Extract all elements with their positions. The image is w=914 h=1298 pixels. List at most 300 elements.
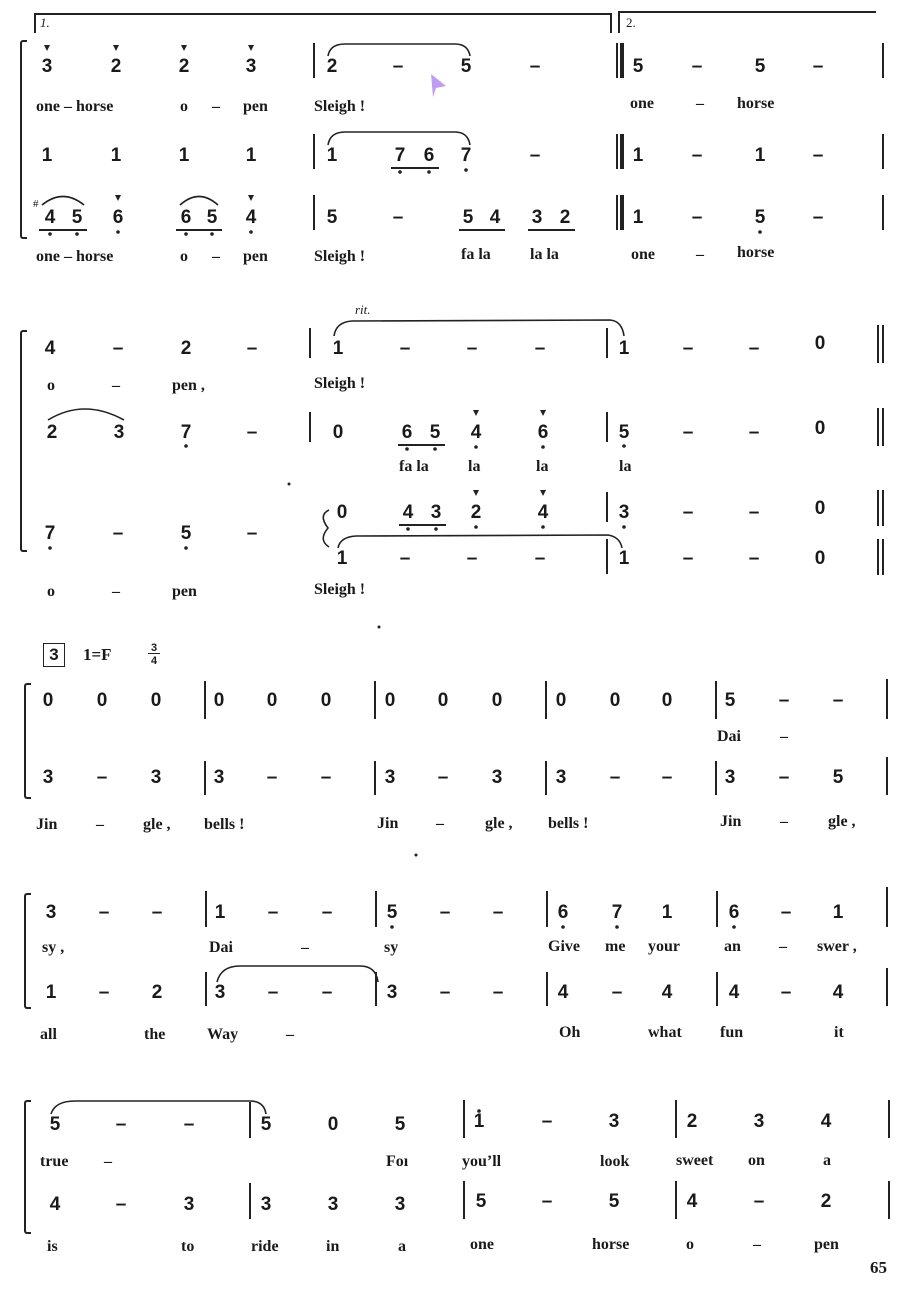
slur	[48, 409, 124, 420]
note: 5	[260, 1114, 272, 1135]
note-dash: –	[246, 338, 258, 359]
cursor-pointer-icon	[431, 74, 446, 97]
note-dash: –	[151, 902, 163, 923]
note-dash: –	[748, 548, 760, 569]
note: 3	[260, 1194, 272, 1215]
note: 6	[728, 902, 740, 923]
note: 0	[814, 333, 826, 354]
lyric-syllable: a	[823, 1152, 831, 1169]
note: 1	[832, 902, 844, 923]
note: 4	[245, 207, 257, 228]
note: 1	[41, 145, 53, 166]
note: 7	[394, 145, 406, 166]
note: 5	[475, 1191, 487, 1212]
note: 4	[820, 1111, 832, 1132]
lyric-syllable: Dai	[209, 939, 233, 956]
low-dot	[433, 447, 437, 451]
note-dash: –	[529, 145, 541, 166]
accent	[248, 45, 254, 51]
lyric-syllable: me	[605, 938, 626, 955]
note: 6	[180, 207, 192, 228]
lyric-syllable: look	[600, 1153, 630, 1170]
note: 6	[423, 145, 435, 166]
note-dash: –	[780, 982, 792, 1003]
note: 6	[401, 422, 413, 443]
note-dash: –	[399, 338, 411, 359]
note: 3	[753, 1111, 765, 1132]
note: 1	[178, 145, 190, 166]
note: 3	[41, 56, 53, 77]
note: 0	[814, 548, 826, 569]
lyric-syllable: Oh	[559, 1024, 581, 1041]
note: 0	[384, 690, 396, 711]
low-dot	[249, 230, 253, 234]
low-dot	[758, 230, 762, 234]
lyric-syllable: –	[696, 95, 704, 112]
lyric-syllable: what	[648, 1024, 682, 1041]
note: 1	[214, 902, 226, 923]
note-dash: –	[466, 338, 478, 359]
note: 5	[394, 1114, 406, 1135]
lyric-syllable: pen	[814, 1236, 839, 1253]
lyric-syllable: bells !	[548, 815, 589, 832]
low-dot	[541, 445, 545, 449]
accent	[115, 195, 121, 201]
lyric-syllable: o	[180, 98, 188, 115]
note-dash: –	[541, 1111, 553, 1132]
note: 5	[326, 207, 338, 228]
second-ending-label: 2.	[626, 15, 636, 30]
note: 0	[661, 690, 673, 711]
lyric-syllable: fun	[720, 1024, 744, 1041]
note: 6	[557, 902, 569, 923]
lyric-syllable: –	[780, 728, 788, 745]
note-dash: –	[812, 145, 824, 166]
accent	[113, 45, 119, 51]
rit-bracket	[334, 320, 624, 336]
note-dash: –	[529, 56, 541, 77]
accent	[181, 45, 187, 51]
low-dot	[615, 925, 619, 929]
low-dot	[184, 444, 188, 448]
low-dot	[398, 170, 402, 174]
lyric-syllable: –	[96, 816, 104, 833]
note-dash: –	[812, 207, 824, 228]
note: 5	[724, 690, 736, 711]
page-number: 65	[870, 1258, 887, 1277]
note-dash: –	[112, 338, 124, 359]
lyric-syllable: one – horse	[36, 248, 114, 265]
note: 3	[394, 1194, 406, 1215]
low-dot	[184, 232, 188, 236]
note: 5	[460, 56, 472, 77]
lyric-syllable: pen	[243, 98, 268, 115]
note-dash: –	[778, 690, 790, 711]
note-dash: –	[115, 1114, 127, 1135]
lyric-syllable: Sleigh !	[314, 98, 366, 115]
low-dot	[464, 168, 468, 172]
lyric-syllable: la	[619, 458, 632, 475]
note: 3	[150, 767, 162, 788]
lyric-syllable: to	[181, 1238, 195, 1255]
time-signature-numerator: 3	[148, 643, 160, 654]
note: 5	[618, 422, 630, 443]
lyric-syllable: pen	[172, 583, 197, 600]
lyric-syllable: sy ,	[42, 939, 65, 956]
note: 4	[470, 422, 482, 443]
note-dash: –	[96, 767, 108, 788]
lyric-syllable: on	[748, 1152, 765, 1169]
low-dot	[622, 525, 626, 529]
key-signature: 1=F	[83, 645, 112, 664]
note: 7	[611, 902, 623, 923]
note: 5	[49, 1114, 61, 1135]
lyric-syllable: true	[40, 1153, 69, 1170]
note: 4	[832, 982, 844, 1003]
lyric-syllable: ride	[251, 1238, 279, 1255]
note: 2	[559, 207, 571, 228]
slur	[42, 197, 84, 206]
note-dash: –	[98, 982, 110, 1003]
note: 3	[113, 422, 125, 443]
note-dash: –	[534, 338, 546, 359]
sharp-sign: #	[33, 198, 39, 210]
accent	[540, 490, 546, 496]
note-dash: –	[321, 982, 333, 1003]
note: 0	[320, 690, 332, 711]
note-dash: –	[682, 338, 694, 359]
low-dot	[405, 447, 409, 451]
note: 0	[150, 690, 162, 711]
tie	[51, 1101, 266, 1114]
note: 3	[183, 1194, 195, 1215]
lyric-syllable: Way	[207, 1026, 239, 1043]
note-dash: –	[267, 902, 279, 923]
note-dash: –	[439, 902, 451, 923]
note: 1	[661, 902, 673, 923]
note: 2	[178, 56, 190, 77]
note: 4	[489, 207, 501, 228]
note-dash: –	[492, 902, 504, 923]
slur	[328, 132, 470, 145]
lyric-syllable: one	[630, 95, 654, 112]
lyric-syllable: Sleigh !	[314, 248, 366, 265]
note: 3	[555, 767, 567, 788]
note-dash: –	[780, 902, 792, 923]
tie	[217, 966, 378, 982]
lyric-syllable: horse	[737, 95, 775, 112]
note: 3	[608, 1111, 620, 1132]
note: 2	[151, 982, 163, 1003]
note: 1	[326, 145, 338, 166]
low-dot	[732, 925, 736, 929]
lyric-syllable: –	[286, 1026, 294, 1043]
note: 4	[49, 1194, 61, 1215]
note-dash: –	[320, 767, 332, 788]
note: 3	[384, 767, 396, 788]
accent	[473, 410, 479, 416]
tie	[338, 535, 622, 548]
note: 3	[724, 767, 736, 788]
low-dot	[622, 444, 626, 448]
note: 1	[336, 548, 348, 569]
low-dot	[116, 230, 120, 234]
note: 2	[820, 1191, 832, 1212]
lyric-syllable: –	[212, 248, 220, 265]
note: 1	[754, 145, 766, 166]
note-dash: –	[98, 902, 110, 923]
lyric-syllable: one – horse	[36, 98, 114, 115]
note: 6	[112, 207, 124, 228]
lyric-syllable: you’ll	[462, 1153, 502, 1170]
lyric-syllable: Dai	[717, 728, 741, 745]
lyric-syllable: is	[47, 1238, 58, 1255]
lyric-syllable: –	[780, 813, 788, 830]
note-dash: –	[399, 548, 411, 569]
note-dash: –	[691, 145, 703, 166]
note-dash: –	[812, 56, 824, 77]
note: 5	[462, 207, 474, 228]
note: 2	[326, 56, 338, 77]
lyric-syllable: a	[398, 1238, 406, 1255]
accent	[248, 195, 254, 201]
lyric-syllable: one	[470, 1236, 494, 1253]
note-dash: –	[691, 56, 703, 77]
note-dash: –	[534, 548, 546, 569]
lyric-syllable: –	[436, 815, 444, 832]
note: 2	[180, 338, 192, 359]
lyric-syllable: –	[753, 1236, 761, 1253]
note: 1	[618, 548, 630, 569]
lyric-syllable: la	[536, 458, 549, 475]
note: 0	[266, 690, 278, 711]
note-dash: –	[748, 422, 760, 443]
low-dot	[48, 546, 52, 550]
note: 3	[42, 767, 54, 788]
slur	[180, 197, 218, 206]
note: 0	[555, 690, 567, 711]
lyric-syllable: Jin	[720, 813, 742, 830]
note: 7	[460, 145, 472, 166]
note: 0	[814, 418, 826, 439]
lyric-syllable: Jin	[377, 815, 399, 832]
note-dash: –	[691, 207, 703, 228]
first-ending-label: 1.	[40, 15, 50, 30]
low-dot	[541, 525, 545, 529]
accent	[540, 410, 546, 416]
lyric-syllable: fa la	[461, 246, 491, 263]
note: 3	[531, 207, 543, 228]
accent	[473, 490, 479, 496]
note: 3	[214, 982, 226, 1003]
accent	[44, 45, 50, 51]
lyric-syllable: o	[686, 1236, 694, 1253]
note-dash: –	[115, 1194, 127, 1215]
note: 7	[180, 422, 192, 443]
note: 5	[754, 207, 766, 228]
note: 1	[632, 145, 644, 166]
note: 5	[386, 902, 398, 923]
note: 0	[42, 690, 54, 711]
slur	[328, 44, 470, 56]
lyric-syllable: gle ,	[828, 813, 856, 830]
note-dash: –	[541, 1191, 553, 1212]
note: 4	[44, 207, 56, 228]
note: 5	[832, 767, 844, 788]
note: 6	[537, 422, 549, 443]
note-dash: –	[778, 767, 790, 788]
note: 1	[332, 338, 344, 359]
low-dot	[434, 527, 438, 531]
note-dash: –	[246, 523, 258, 544]
note-dash: –	[183, 1114, 195, 1135]
lyric-syllable: the	[144, 1026, 166, 1043]
low-dot	[210, 232, 214, 236]
note: 1	[110, 145, 122, 166]
lyric-syllable: –	[696, 246, 704, 263]
note: 1	[618, 338, 630, 359]
lyric-syllable: Sleigh !	[314, 581, 366, 598]
lyric-syllable: Sleigh !	[314, 375, 366, 392]
note: 3	[491, 767, 503, 788]
low-dot	[474, 525, 478, 529]
note: 3	[213, 767, 225, 788]
note-dash: –	[611, 982, 623, 1003]
note-dash: –	[266, 767, 278, 788]
lyric-syllable: pen ,	[172, 377, 205, 394]
lyric-syllable: your	[648, 938, 680, 955]
lyric-syllable: sweet	[676, 1152, 714, 1169]
note: 3	[45, 902, 57, 923]
note: 3	[386, 982, 398, 1003]
note: 5	[754, 56, 766, 77]
note: 7	[44, 523, 56, 544]
note: 4	[557, 982, 569, 1003]
lyric-syllable: o	[47, 583, 55, 600]
note: 0	[491, 690, 503, 711]
lyric-syllable: in	[326, 1238, 340, 1255]
note: 4	[661, 982, 673, 1003]
low-dot	[561, 925, 565, 929]
note: 5	[608, 1191, 620, 1212]
note: 3	[327, 1194, 339, 1215]
lyric-syllable: –	[779, 938, 787, 955]
note-dash: –	[392, 207, 404, 228]
note: 2	[686, 1111, 698, 1132]
note-dash: –	[832, 690, 844, 711]
note-dash: –	[112, 523, 124, 544]
lyric-syllable: swer ,	[817, 938, 857, 955]
note: 5	[206, 207, 218, 228]
lyric-syllable: o	[47, 377, 55, 394]
lyric-syllable: gle ,	[485, 815, 513, 832]
note: 1	[632, 207, 644, 228]
note-dash: –	[748, 502, 760, 523]
note-dash: –	[753, 1191, 765, 1212]
lyric-syllable: –	[112, 583, 120, 600]
note: 5	[632, 56, 644, 77]
low-dot	[390, 925, 394, 929]
note: 4	[44, 338, 56, 359]
note-dash: –	[682, 502, 694, 523]
lyric-syllable: all	[40, 1026, 57, 1043]
note-dash: –	[246, 422, 258, 443]
note: 0	[332, 422, 344, 443]
lyric-syllable: la la	[530, 246, 559, 263]
note: 0	[609, 690, 621, 711]
note-dash: –	[392, 56, 404, 77]
lyric-syllable: it	[834, 1024, 844, 1041]
lyric-syllable: –	[301, 939, 309, 956]
low-dot	[184, 546, 188, 550]
note: 4	[537, 502, 549, 523]
note: 0	[814, 498, 826, 519]
note-dash: –	[748, 338, 760, 359]
note-dash: –	[682, 548, 694, 569]
note: 0	[213, 690, 225, 711]
rit-marking: rit.	[355, 302, 371, 317]
low-dot	[427, 170, 431, 174]
note-dash: –	[609, 767, 621, 788]
note: 0	[327, 1114, 339, 1135]
note-dash: –	[267, 982, 279, 1003]
lyric-syllable: –	[212, 98, 220, 115]
lyric-syllable: horse	[737, 244, 775, 261]
note: 0	[96, 690, 108, 711]
low-dot	[474, 445, 478, 449]
note-dash: –	[492, 982, 504, 1003]
low-dot	[48, 232, 52, 236]
note: 4	[686, 1191, 698, 1212]
note: 2	[46, 422, 58, 443]
lyric-syllable: –	[112, 377, 120, 394]
low-dot	[75, 232, 79, 236]
note: 2	[110, 56, 122, 77]
lyric-syllable: one	[631, 246, 655, 263]
note-dash: –	[466, 548, 478, 569]
note: 3	[245, 56, 257, 77]
note: 3	[430, 502, 442, 523]
note: 4	[728, 982, 740, 1003]
note: 1	[245, 145, 257, 166]
lyric-syllable: pen	[243, 248, 268, 265]
note-dash: –	[661, 767, 673, 788]
section-number: 3	[43, 643, 65, 667]
lyric-syllable: Give	[548, 938, 580, 955]
lyric-syllable: bells !	[204, 816, 245, 833]
note-dash: –	[437, 767, 449, 788]
note: 0	[437, 690, 449, 711]
lyric-syllable: an	[724, 938, 741, 955]
lyric-syllable: sy	[384, 939, 399, 956]
note: 5	[180, 523, 192, 544]
note: 4	[402, 502, 414, 523]
note-dash: –	[439, 982, 451, 1003]
lyric-syllable: Jin	[36, 816, 58, 833]
lyric-syllable: la	[468, 458, 481, 475]
note: 2	[470, 502, 482, 523]
lyric-syllable: o	[180, 248, 188, 265]
lyric-syllable: Foı	[386, 1153, 409, 1170]
note: 3	[618, 502, 630, 523]
note: 5	[71, 207, 83, 228]
lyric-syllable: horse	[592, 1236, 630, 1253]
lyric-syllable: gle ,	[143, 816, 171, 833]
note: 5	[429, 422, 441, 443]
note: 1	[473, 1111, 485, 1132]
lyric-syllable: –	[104, 1153, 112, 1170]
time-signature-denominator: 4	[150, 655, 158, 667]
